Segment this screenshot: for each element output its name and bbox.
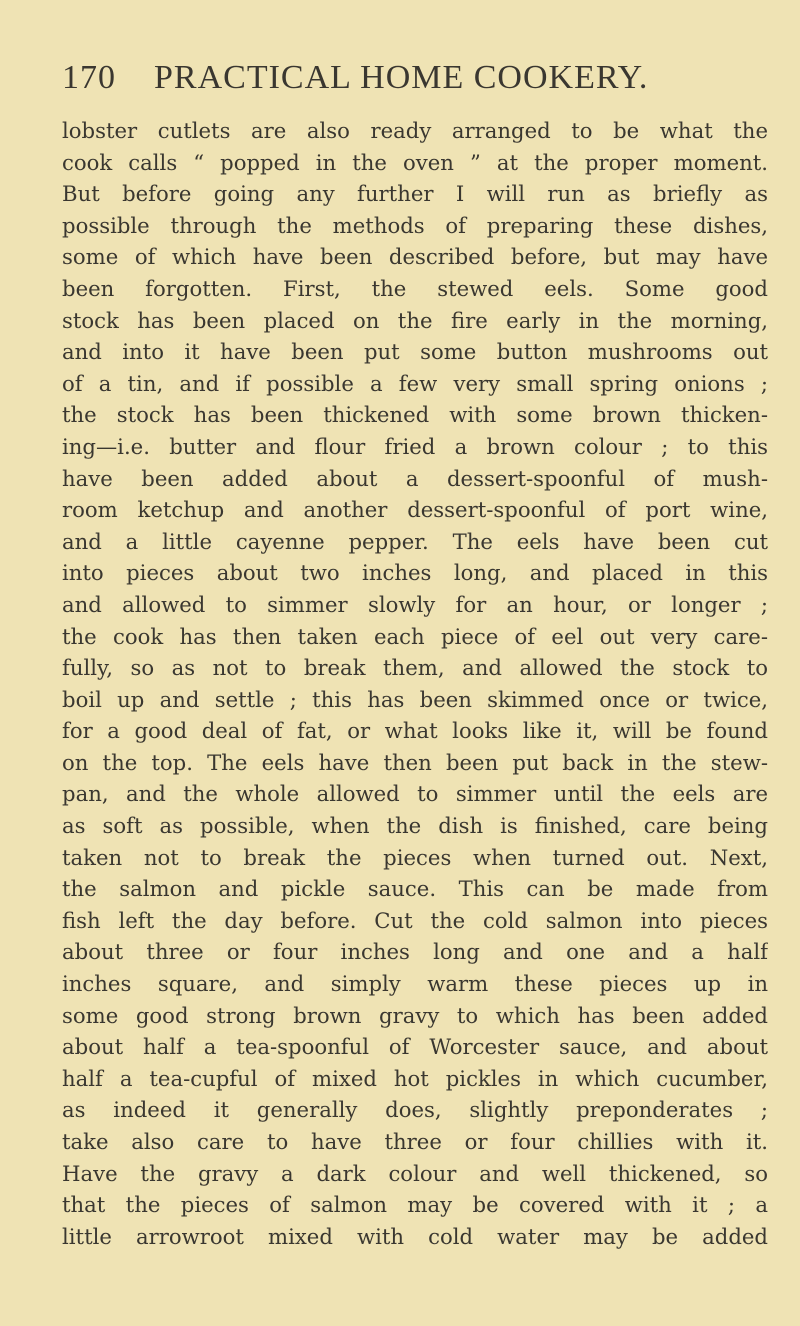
text-line: have been added about a dessert-spoonful of mush- (62, 465, 768, 491)
text-line: boil up and settle ; this has been skimmed once or twice, (62, 686, 768, 712)
running-head (0, 58, 800, 102)
text-line: inches square, and simply warm these pieces up in (62, 971, 768, 997)
text-line: on the top. The eels have then been put back in the stew- (62, 749, 768, 775)
text-line: cook calls “ popped in the oven ” at the proper moment. (62, 149, 768, 175)
text-line: as soft as possible, when the dish is finished, care being (62, 813, 768, 839)
text-line: But before going any further I will run as briefly as (62, 181, 768, 207)
page-number: 170 (62, 59, 116, 96)
text-line: stock has been placed on the fire early in the morning, (62, 307, 768, 333)
text-line: the stock has been thickened with some brown thicken- (62, 402, 768, 428)
text-line: for a good deal of fat, or what looks like it, will be found (62, 718, 768, 744)
text-line: pan, and the whole allowed to simmer until the eels are (62, 781, 768, 807)
text-line: and into it have been put some button mushrooms out (62, 339, 768, 365)
text-line: the cook has then taken each piece of eel out very care- (62, 623, 768, 649)
body-text (62, 115, 768, 1252)
text-line: ing—i.e. butter and flour fried a brown colour ; to this (62, 433, 768, 459)
text-line: take also care to have three or four chillies with it. (62, 1129, 768, 1154)
text-line: that the pieces of salmon may be covered with it ; a (62, 1192, 768, 1218)
text-line: room ketchup and another dessert-spoonful of port wine, (62, 497, 768, 523)
text-line: some good strong brown gravy to which has been added (62, 1002, 768, 1028)
text-line: fully, so as not to break them, and allowed the stock to (62, 655, 768, 681)
text-line: as indeed it generally does, slightly preponderates ; (62, 1097, 768, 1123)
text-line: and a little cayenne pepper. The eels have been cut (62, 528, 768, 554)
text-line: about half a tea-spoonful of Worcester sauce, and about (62, 1034, 768, 1060)
text-line: lobster cutlets are also ready arranged to be what the (62, 118, 768, 143)
text-line: been forgotten. First, the stewed eels. Some good (62, 275, 768, 301)
text-line: possible through the methods of preparing these dishes, (62, 212, 768, 238)
running-title: PRACTICAL HOME COOKERY. (154, 59, 649, 96)
text-line: and allowed to simmer slowly for an hour, or longer ; (62, 591, 768, 617)
text-line: some of which have been described before, but may have (62, 244, 768, 270)
text-line: into pieces about two inches long, and placed in this (62, 560, 768, 586)
text-line: little arrowroot mixed with cold water may be added (62, 1223, 768, 1249)
text-line: of a tin, and if possible a few very small spring onions ; (62, 370, 768, 396)
text-line: half a tea-cupful of mixed hot pickles in which cucumber, (62, 1065, 768, 1091)
text-line: the salmon and pickle sauce. This can be made from (62, 876, 768, 902)
text-line: taken not to break the pieces when turned out. Next, (62, 844, 768, 870)
text-line: Have the gravy a dark colour and well thickened, so (62, 1160, 768, 1186)
text-line: fish left the day before. Cut the cold salmon into pieces (62, 907, 768, 933)
text-line: about three or four inches long and one and a half (62, 939, 768, 965)
